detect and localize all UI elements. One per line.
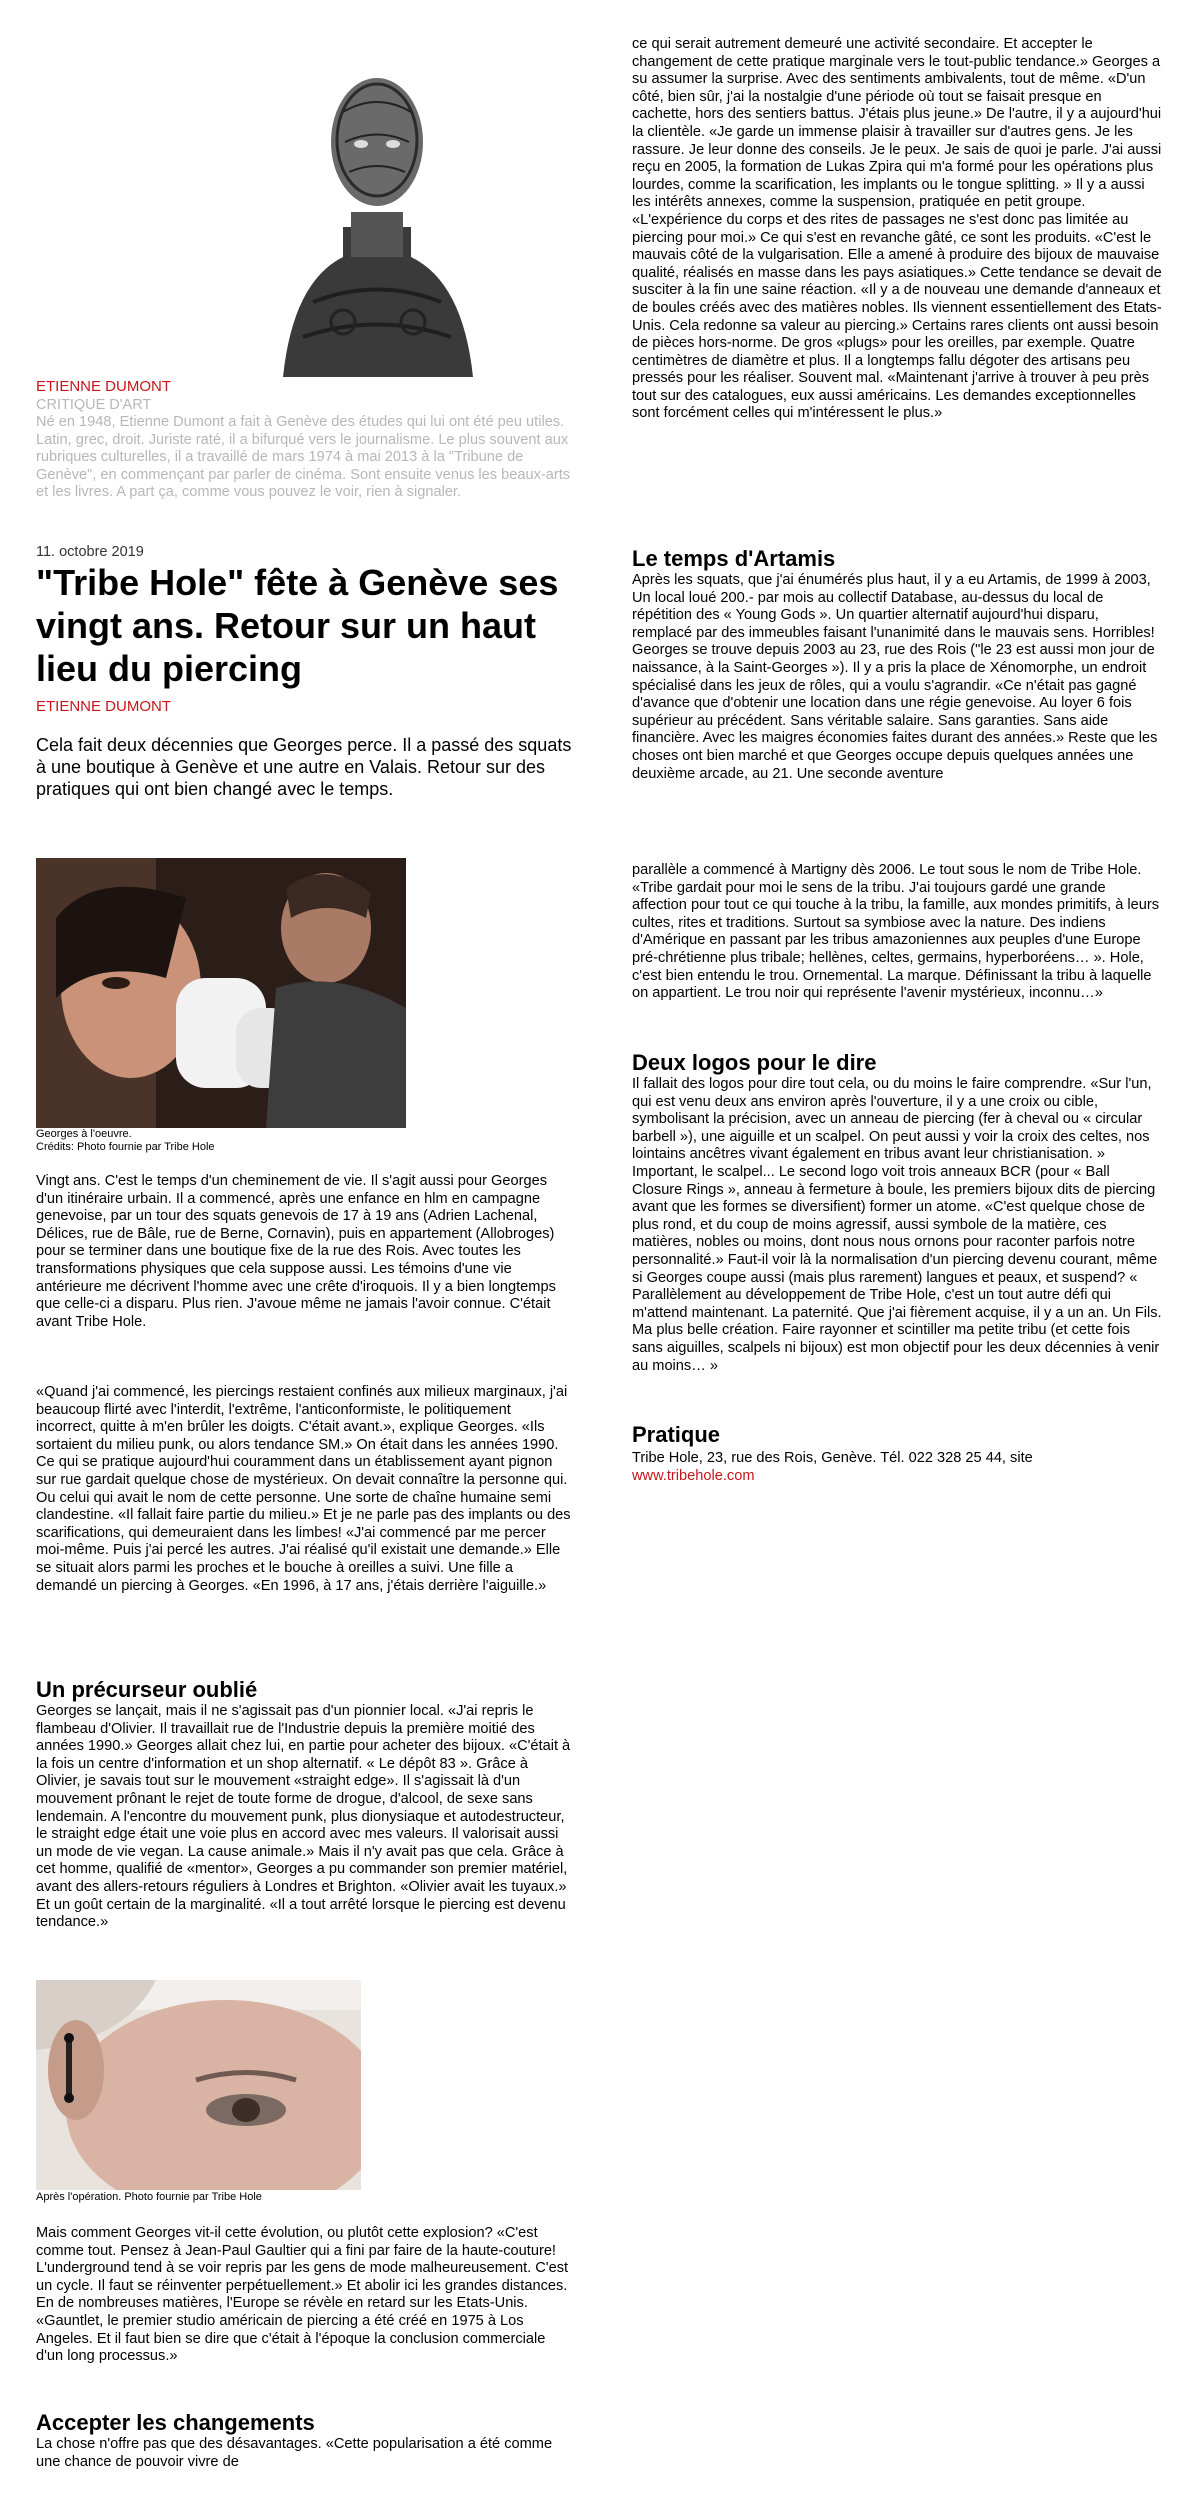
photo-caption-1 (36, 1128, 215, 1154)
author-role: CRITIQUE D'ART (36, 397, 152, 413)
pratique-block (632, 1450, 1162, 1485)
author-photo (273, 32, 481, 377)
body-paragraph-1: Vingt ans. C'est le temps d'un cheminement de vie. Il s'agit aussi pour Georges d'un itinéraire urbain. Il a commencé, après une enfance en hlm en campagne genevoise, par un tour des squats genevois de 17 à 19 ans (Adrien Lachenal, Délices, rue de Bâle, rue de Berne, Cornavin), puis en appartement (Allobroges) pour se terminer dans une boutique fixe de la rue des Rois. Avec toutes les transformations physiques que cela suppose aussi. Les témoins d'une vie antérieure me décrivent l'homme avec une crête d'iroquois. Il y a bien longtemps que celle-ci a disparu. Plus rien. J'avoue même ne jamais l'avoir connue. C'était avant Tribe Hole. (36, 1173, 556, 1330)
body-paragraph-8: parallèle a commencé à Martigny dès 2006. Le tout sous le nom de Tribe Hole. «Tribe gardait pour moi le sens de la tribu. J'ai toujours gardé une grande affection pour tout ce qui touche à la tribu, la famille, aux mondes primitifs, à leurs cultes, rites et traditions. Surtout sa symbiose avec la nature. Des indiens d'Amérique en passant par les tribus amazoniennes aux peuples d'une Europe pré-chrétienne plus tribale; hellènes, celtes, germains, hyperboréens… ». Hole, c'est bien entendu le trou. Ornemental. La marque. Définissant la tribu à laquelle on appartient. Le trou noir qui représente l'avenir mystérieux, inconnu…» (632, 862, 1159, 1002)
body-paragraph-5: La chose n'offre pas que des désavantages. «Cette popularisation a été comme une chance de pouvoir vivre de (36, 2436, 553, 2470)
subheading-precurseur: Un précurseur oublié (36, 1677, 258, 1702)
body-paragraph-7: Après les squats, que j'ai énumérés plus haut, il y a eu Artamis, de 1999 à 2003, Un local loué 200.- par mois au collectif Database, au-dessus du local de répétition des « Young Gods ». Un quartier alternatif aujourd'hui disparu, remplacé par des immeubles faisant l'unanimité dans le mauvais sens. Horribles! Georges se trouve depuis 2003 au 23, rue des Rois ("le 23 est aussi mon jour de naissance, à la Saint-Georges »). Il y a pris la place de Xénomorphe, un endroit spécialisé dans les jeux de rôles, qui a voulu s'agrandir. «Ce n'était pas gagné d'avance que d'obtenir une location dans une régie genevoise. Au loyer 6 fois supérieur au précédent. Sans véritable salaire. Sans garanties. Sans aide financière. Avec les maigres économies faites durant des années.» Reste que les choses ont bien marché et que Georges occupe depuis quelques années une deuxième arcade, au 21. Une seconde aventure (632, 572, 1158, 782)
body-paragraph-6: ce qui serait autrement demeuré une activité secondaire. Et accepter le changement de cette pratique marginale vers le tout-public tendance.» Georges a su assumer la surprise. Avec des sentiments ambivalents, tout de même. «D'un côté, bien sûr, j'ai la nostalgie d'une période où tout se faisait presque en cachette, hors des sentiers battus. J'étais plus jeune.» De l'autre, il y a aujourd'hui la clientèle. «Je garde un immense plaisir à travailler sur d'autres gens. Je les rassure. Je leur donne des conseils. Je le peux. Je sais de quoi je parle. J'ai aussi reçu en 2005, la formation de Lukas Zpira qui m'a formé pour les opérations plus lourdes, comme la scarification, les implants ou le tongue splitting. » Il y a aussi les intérêts annexes, comme la suspension, pratiquée en petit groupe. «L'expérience du corps et des rites de passages ne s'est donc pas limitée au piercing pour moi.» Ce qui s'est en revanche gâté, ce sont les produits. «C'est le mauvais côté de la vulgarisation. Elle a amené à produire des bijoux de mauvaise qualité, réalisés en masse dans les pays asiatiques.» Cette tendance se devait de susciter à la fin une saine réaction. «Il y a de nouveau une demande d'anneaux et de boules créés avec des matières nobles. Ils viennent essentiellement des Etats-Unis. Cela redonne sa valeur au piercing.» Certains rares clients ont aussi besoin de pièces hors-norme. De gros «plugs» pour les oreilles, par exemple. Quatre centimètres de diamètre et plus. Il a longtemps fallu dégoter des artisans peu pressés pour les réaliser. Souvent mal. «Maintenant j'arrive à trouver à peu près tout sur des catalogues, eux aussi américains. Les demandes exceptionnelles sont forcément celles qui m'intéressent le plus.» (632, 36, 1162, 422)
photo-caption-1-text: Georges à l'oeuvre. (36, 1128, 132, 1140)
article-title: "Tribe Hole" fête à Genève ses vingt ans. Retour sur un haut lieu du piercing (36, 562, 559, 689)
article-date: 11. octobre 2019 (36, 544, 144, 560)
pratique-address: Tribe Hole, 23, rue des Rois, Genève. Tél. 022 328 25 44, site (632, 1450, 1033, 1466)
body-paragraph-2: «Quand j'ai commencé, les piercings restaient confinés aux milieux marginaux, j'ai beaucoup flirté avec l'interdit, l'extrême, l'anticonformiste, le politiquement incorrect, quitte à m'en brûler les doigts. C'était avant.», explique Georges. «Ils sortaient du milieu punk, ou alors tendance SM.» On était dans les années 1990. Ce qui se pratique aujourd'hui couramment dans un établissement ayant pignon sur rue gardait quelque chose de mystérieux. On devait connaître la personne qui. Ou celui qui avait le nom de cette personne. Une sorte de chaîne humaine semi clandestine. «Il fallait faire partie du milieu.» Et je ne parle pas des implants ou des scarifications, qui demeuraient dans les limbes! «J'ai commencé par me percer moi-même. Puis j'ai percé les autres. J'ai réalisé qu'il existait une demande.» Elle se situait alors parmi les proches et le bouche à oreilles a suivi. Une fille a demandé un piercing à Georges. «En 1996, à 17 ans, j'étais derrière l'aiguille.» (36, 1384, 571, 1594)
author-bio: Né en 1948, Etienne Dumont a fait à Genève des études qui lui ont été peu utiles. Latin, grec, droit. Juriste raté, il a bifurqué vers le journalisme. Le plus souvent aux rubriques culturelles, il a travaillé de mars 1974 à mai 2013 à la "Tribune de Genève", en commençant par parler de cinéma. Sont ensuite venus les beaux-arts et les livres. A part ça, comme vous pouvez le voir, rien à signaler. (36, 414, 571, 501)
subheading-accepter: Accepter les changements (36, 2410, 315, 2435)
photo-caption-1-credit: Crédits: Photo fournie par Tribe Hole (36, 1141, 215, 1153)
body-paragraph-9: Il fallait des logos pour dire tout cela, ou du moins le faire comprendre. «Sur l'un, qui est venu deux ans environ après l'ouverture, il y a une croix ou cible, symbolisant la précision, avec un anneau de piercing (fer à cheval ou « circular barbell »), une aiguille et un scalpel. On peut aussi y voir la croix des celtes, nos lointains ancêtres vivant également en tribus avant leur christianisation. » Important, le scalpel... Le second logo voit trois anneaux BCR (pour « Ball Closure Rings », anneau à fermeture à boule, les premiers bijoux dits de piercing avant que les formes se diversifient) former un atome. «C'est quelque chose de plus rond, et du coup de moins agressif, aussi symbole de la matière, ces matières, nobles ou moins, dont nous nous ornons pour raconter parfois notre personnalité.» Faut-il voir là la normalisation d'un piercing devenu courant, même si Georges coupe aussi (mais plus rarement) langues et peaux, et suspend? « Parallèlement au développement de Tribe Hole, c'est un tout autre défi qui m'attend maintenant. La paternité. Que j'ai fièrement acquise, il y a un an. Un Fils. Ma plus belle création. Faire rayonner et scintiller ma petite tribu (et cette fois sans aiguilles, scalpels ni bijoux) est mon objectif pour les deux décennies à venir au moins… » (632, 1076, 1162, 1374)
subheading-artamis: Le temps d'Artamis (632, 546, 836, 571)
article-byline[interactable]: ETIENNE DUMONT (36, 698, 171, 715)
subheading-logos: Deux logos pour le dire (632, 1050, 877, 1075)
article-lead: Cela fait deux décennies que Georges perce. Il a passé des squats à une boutique à Genève et une autre en Valais. Retour sur des pratiques qui ont bien changé avec le temps. (36, 735, 572, 799)
website-link[interactable]: www.tribehole.com (632, 1467, 755, 1484)
body-paragraph-4: Mais comment Georges vit-il cette évolution, ou plutôt cette explosion? «C'est comme tout. Pensez à Jean-Paul Gaultier qui a fini par faire de la haute-couture! L'underground tend à se voir repris par les gens de mode malheureusement. C'est un cycle. Il faut se réinventer perpétuellement.» Et abolir ici les grandes distances. En de nombreuses matières, l'Europe se révèle en retard sur les Etats-Unis. «Gauntlet, le premier studio américain de piercing a été créé en 1975 à Los Angeles. Et il faut bien se dire que c'était à l'époque la conclusion commerciale d'un long processus.» (36, 2225, 569, 2365)
body-paragraph-3: Georges se lançait, mais il ne s'agissait pas d'un pionnier local. «J'ai repris le flambeau d'Olivier. Il travaillait rue de l'Industrie depuis la première moitié des années 1990.» Georges allait chez lui, en partie pour acheter des bijoux. «C'était à la fois un centre d'information et un shop alternatif. « Le dépôt 83 ». Grâce à Olivier, je savais tout sur le mouvement «straight edge». Il s'agissait là d'un mouvement prônant le rejet de toute forme de drogue, d'alcool, de sexe sans lendemain. A l'encontre du mouvement punk, plus dionysiaque et autodestructeur, le straight edge était une voie plus en accord avec mes valeurs. Il valorisait aussi un mode de vie vegan. La cause animale.» Mais il n'y avait pas que cela. Grâce à cet homme, qualifié de «mentor», Georges a pu commander son premier matériel, avant des allers-retours réguliers à Londres et Brighton. «Olivier avait les tuyaux.» Et un goût certain de la marginalité. «Il a tout arrêté lorsque le piercing est devenu tendance.» (36, 1703, 571, 1931)
subheading-pratique: Pratique (632, 1422, 721, 1447)
author-name[interactable]: ETIENNE DUMONT (36, 378, 171, 395)
piercing-photo (36, 858, 406, 1128)
photo-caption-2: Après l'opération. Photo fournie par Tribe Hole (36, 2191, 262, 2203)
after-operation-photo (36, 1980, 361, 2190)
